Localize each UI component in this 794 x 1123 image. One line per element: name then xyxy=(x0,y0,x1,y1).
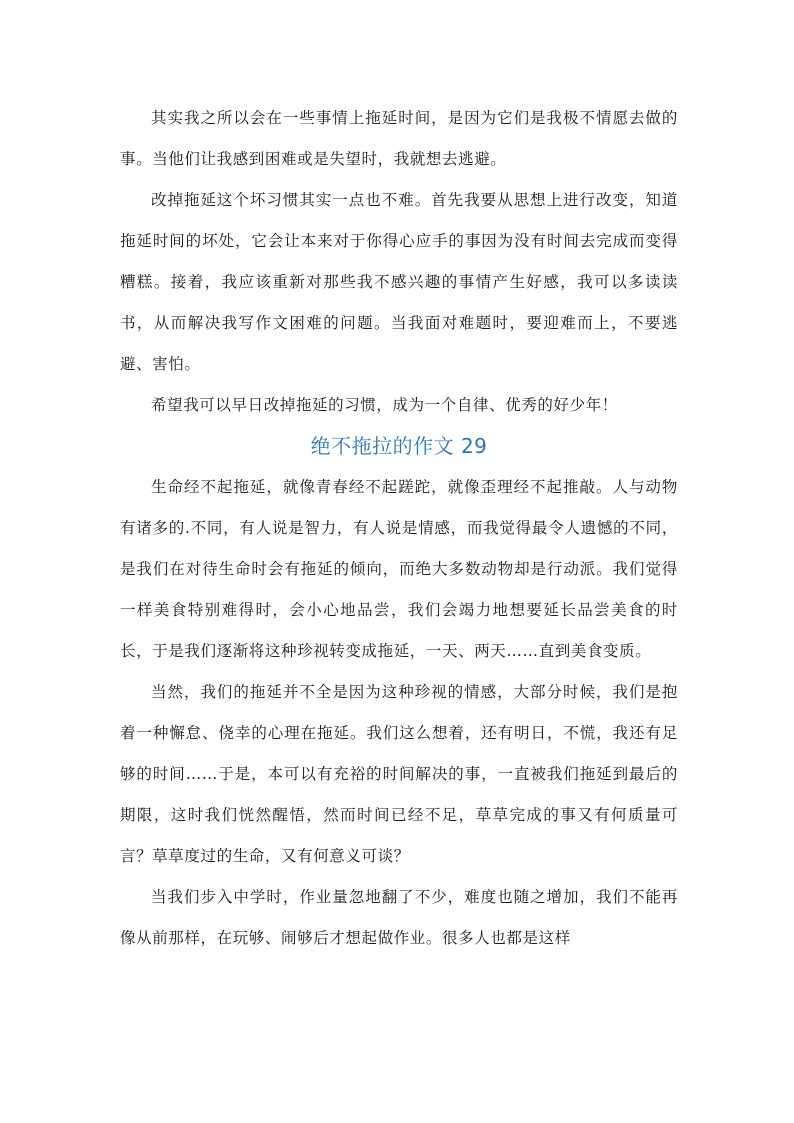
body-paragraph: 当我们步入中学时，作业量忽地翻了不少，难度也随之增加，我们不能再像从前那样，在玩够、闹够后才想起做作业。很多人也都是这样 xyxy=(120,888,678,947)
body-paragraph: 其实我之所以会在一些事情上拖延时间，是因为它们是我极不情愿去做的事。当他们让我感到困难或是失望时，我就想去逃避。 xyxy=(120,109,678,168)
body-paragraph: 当然，我们的拖延并不全是因为这种珍视的情感，大部分时候，我们是抱着一种懈怠、侥幸的心理在拖延。我们这么想着，还有明日，不慌，我还有足够的时间……于是，本可以有充裕的时间解决的事，一直被我们拖延到最后的期限，这时我们恍然醒悟，然而时间已经不足，草草完成的事又有何质量可言？草草度过的生命，又有何意义可谈？ xyxy=(120,683,678,865)
section-title: 绝不拖拉的作文 29 xyxy=(310,434,488,458)
body-paragraph: 希望我可以早日改掉拖延的习惯，成为一个自律、优秀的好少年！ xyxy=(151,396,618,414)
body-paragraph: 改掉拖延这个坏习惯其实一点也不难。首先我要从思想上进行改变，知道拖延时间的坏处，它会让本来对于你得心应手的事因为没有时间去完成而变得糟糕。接着，我应该重新对那些我不感兴趣的事情产生好感，我可以多读读书，从而解决我写作文困难的问题。当我面对难题时，要迎难而上，不要逃避、害怕。 xyxy=(120,191,678,373)
document-body xyxy=(120,98,678,959)
body-paragraph: 生命经不起拖延，就像青春经不起蹉跎，就像歪理经不起推敲。人与动物有诸多的.不同，有人说是智力，有人说是情感，而我觉得最令人遗憾的不同，是我们在对待生命时会有拖延的倾向，而绝大多数动物却是行动派。我们觉得一样美食特别难得时，会小心地品尝，我们会竭力地想要延长品尝美食的时长，于是我们逐渐将这种珍视转变成拖延，一天、两天……直到美食变质。 xyxy=(120,478,678,660)
